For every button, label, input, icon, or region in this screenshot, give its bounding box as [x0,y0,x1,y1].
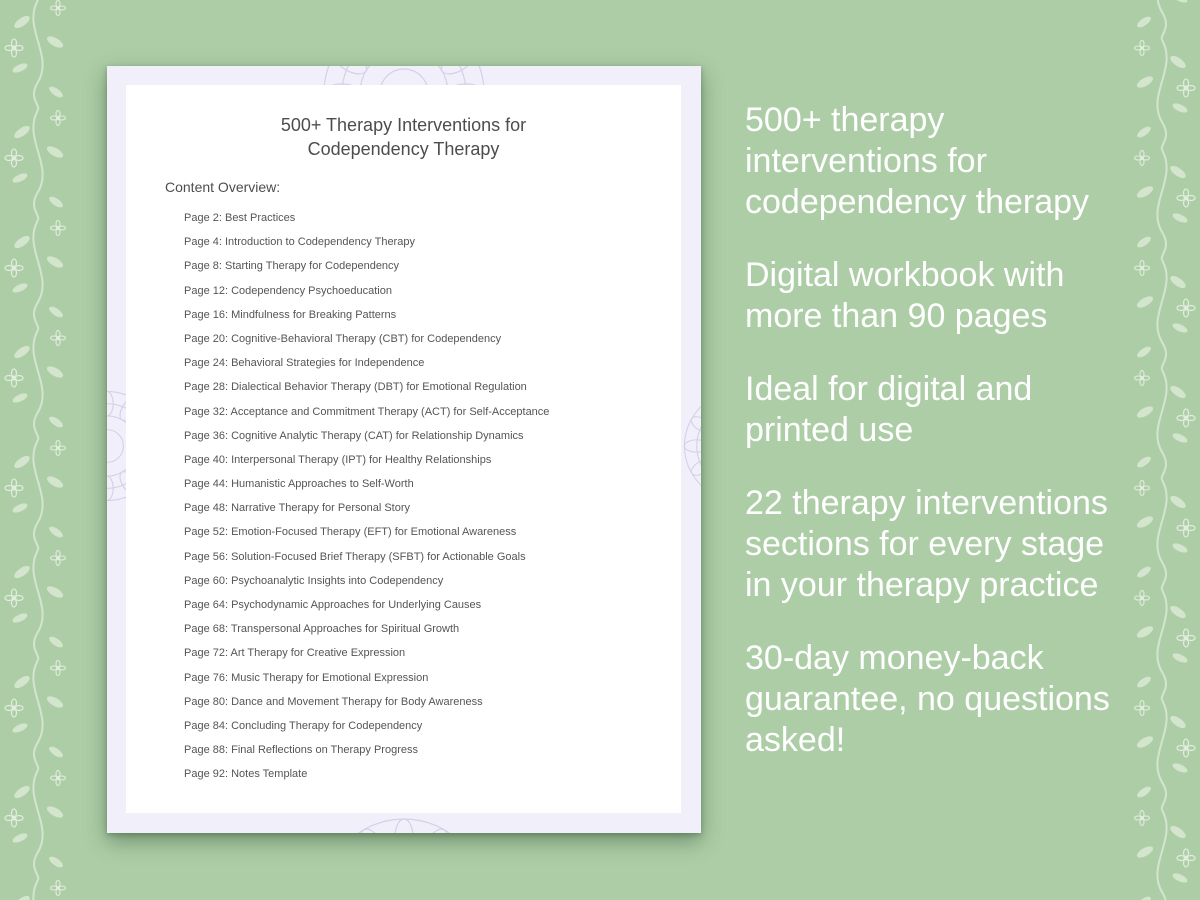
feature-text: 30-day money-back guarantee, no questions asked! [745,639,1110,759]
toc-item: Page 12: Codependency Psychoeducation [184,284,392,297]
toc-item: Page 8: Starting Therapy for Codependency [184,260,400,273]
toc-item: Page 40: Interpersonal Therapy (IPT) for Healthy Relationships [184,453,492,466]
document-title-line: Codependency Therapy [307,139,500,159]
toc-item: Page 76: Music Therapy for Emotional Expression [184,671,429,684]
feature-text: Ideal for digital and printed use [745,370,1033,449]
toc-item: Page 56: Solution-Focused Brief Therapy (SFBT) for Actionable Goals [184,550,526,563]
toc-item: Page 36: Cognitive Analytic Therapy (CAT) for Relationship Dynamics [184,429,524,442]
toc-item: Page 60: Psychoanalytic Insights into Codependency [184,574,444,587]
toc-item: Page 2: Best Practices [184,212,296,224]
document-content [126,85,681,813]
floral-vine-icon [0,0,70,900]
feature-text: 500+ therapy interventions for codependency therapy [745,101,1090,221]
feature-text: Digital workbook with more than 90 pages [745,256,1065,335]
feature-text: 22 therapy interventions sections for every stage in your therapy practice [745,484,1108,604]
toc-item: Page 72: Art Therapy for Creative Expression [184,647,406,660]
toc-item: Page 68: Transpersonal Approaches for Spiritual Growth [184,623,460,636]
toc-item: Page 48: Narrative Therapy for Personal Story [184,502,411,515]
toc-item: Page 28: Dialectical Behavior Therapy (DBT) for Emotional Regulation [184,381,527,394]
toc-item: Page 92: Notes Template [184,768,308,781]
toc-item: Page 80: Dance and Movement Therapy for Body Awareness [184,695,483,708]
content-overview-label: Content Overview: [165,179,281,195]
toc-item: Page 32: Acceptance and Commitment Therapy (ACT) for Self-Acceptance [184,405,550,418]
mandala-icon [319,814,489,833]
toc-item: Page 52: Emotion-Focused Therapy (EFT) for Emotional Awareness [184,526,517,539]
feature-list [745,100,1135,793]
document-title-line: 500+ Therapy Interventions for [280,115,527,135]
toc-item: Page 84: Concluding Therapy for Codependency [184,719,423,732]
document-title [126,113,681,161]
toc-item: Page 16: Mindfulness for Breaking Patterns [184,308,397,321]
table-of-contents [184,206,549,787]
toc-item: Page 44: Humanistic Approaches to Self-Worth [184,478,414,491]
toc-item: Page 64: Psychodynamic Approaches for Underlying Causes [184,599,482,611]
floral-vine-icon [1130,0,1200,900]
toc-item: Page 20: Cognitive-Behavioral Therapy (CBT) for Codependency [184,332,502,345]
toc-item: Page 88: Final Reflections on Therapy Progress [184,744,418,757]
mandala-icon [681,388,701,504]
toc-item: Page 4: Introduction to Codependency Therapy [184,236,415,249]
document-page [107,66,701,833]
toc-item: Page 24: Behavioral Strategies for Independence [184,357,425,370]
